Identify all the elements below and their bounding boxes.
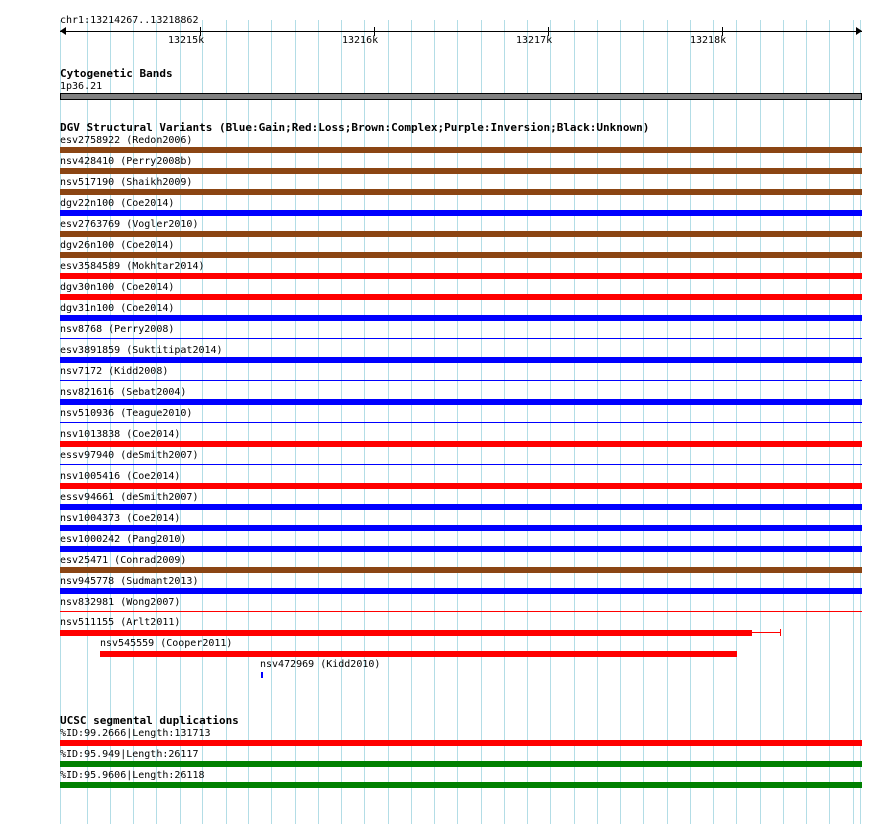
variant-label: nsv7172 (Kidd2008) xyxy=(60,366,169,377)
variant-bar[interactable] xyxy=(60,611,862,612)
variant-label: nsv821616 (Sebat2004) xyxy=(60,387,187,398)
ruler-tick-label: 13217k xyxy=(516,35,553,46)
variant-bar[interactable] xyxy=(60,504,862,510)
variant-label: nsv1005416 (Coe2014) xyxy=(60,471,181,482)
segdup-bar[interactable] xyxy=(60,740,862,746)
variant-bar[interactable] xyxy=(60,464,862,465)
variant-bar[interactable] xyxy=(60,231,862,237)
variant-label: dgv31n100 (Coe2014) xyxy=(60,303,175,314)
segdup-label: %ID:95.9606|Length:26118 xyxy=(60,770,205,781)
variant-label: dgv30n100 (Coe2014) xyxy=(60,282,175,293)
variant-label: esv1000242 (Pang2010) xyxy=(60,534,187,545)
segdup-track-title[interactable]: UCSC segmental duplications xyxy=(60,714,239,727)
variant-label: nsv8768 (Perry2008) xyxy=(60,324,175,335)
scroll-left-arrow-icon[interactable] xyxy=(60,27,66,35)
variant-bar[interactable] xyxy=(60,546,862,552)
ruler-axis[interactable] xyxy=(60,31,862,32)
variant-bar[interactable] xyxy=(60,294,862,300)
variant-label: nsv472969 (Kidd2010) xyxy=(260,659,381,670)
variant-bar[interactable] xyxy=(60,588,862,594)
variant-bar[interactable] xyxy=(60,210,862,216)
variant-bar[interactable] xyxy=(60,315,862,321)
ruler-tick-label: 13216k xyxy=(342,35,379,46)
variant-bar[interactable] xyxy=(60,399,862,405)
variant-label: essv97940 (deSmith2007) xyxy=(60,450,199,461)
cytoband-bar[interactable] xyxy=(60,93,862,100)
variant-label: essv94661 (deSmith2007) xyxy=(60,492,199,503)
variant-bar[interactable] xyxy=(60,357,862,363)
variant-bar[interactable] xyxy=(60,525,862,531)
cytoband-label: 1p36.21 xyxy=(60,81,103,92)
variant-label: nsv517190 (Shaikh2009) xyxy=(60,177,193,188)
segdup-bar[interactable] xyxy=(60,761,862,767)
variant-bar[interactable] xyxy=(60,252,862,258)
cytoband-track-title[interactable]: Cytogenetic Bands xyxy=(60,67,173,80)
variant-label: esv25471 (Conrad2009) xyxy=(60,555,187,566)
variant-bar[interactable] xyxy=(60,273,862,279)
variant-label: nsv545559 (Cooper2011) xyxy=(100,638,233,649)
variant-bar[interactable] xyxy=(60,630,752,636)
variant-label: esv2763769 (Vogler2010) xyxy=(60,219,199,230)
variant-bar[interactable] xyxy=(100,651,737,657)
ruler-range-label: chr1:13214267..13218862 xyxy=(60,15,199,26)
ruler-tick-label: 13218k xyxy=(690,35,727,46)
variant-label: esv2758922 (Redon2006) xyxy=(60,135,193,146)
variant-label: dgv22n100 (Coe2014) xyxy=(60,198,175,209)
variant-label: nsv945778 (Sudmant2013) xyxy=(60,576,199,587)
variant-bar[interactable] xyxy=(261,672,263,678)
ruler-tick-label: 13215k xyxy=(168,35,205,46)
variant-label: esv3584589 (Mokhtar2014) xyxy=(60,261,205,272)
variant-bar[interactable] xyxy=(60,147,862,153)
variant-extension-line xyxy=(752,632,780,633)
variant-bar[interactable] xyxy=(60,380,862,381)
segdup-label: %ID:99.2666|Length:131713 xyxy=(60,728,211,739)
variant-bar[interactable] xyxy=(60,422,862,423)
segdup-label: %ID:95.949|Length:26117 xyxy=(60,749,199,760)
variant-label: esv3891859 (Suktitipat2014) xyxy=(60,345,223,356)
variant-label: nsv511155 (Arlt2011) xyxy=(60,617,181,628)
variant-label: nsv510936 (Teague2010) xyxy=(60,408,193,419)
segdup-bar[interactable] xyxy=(60,782,862,788)
variant-bar[interactable] xyxy=(60,483,862,489)
variant-label: nsv1004373 (Coe2014) xyxy=(60,513,181,524)
variant-bar[interactable] xyxy=(60,168,862,174)
variant-bar[interactable] xyxy=(60,338,862,339)
variant-label: dgv26n100 (Coe2014) xyxy=(60,240,175,251)
variant-extension-cap xyxy=(780,629,781,636)
dgv-track-title[interactable]: DGV Structural Variants (Blue:Gain;Red:Loss;Brown:Complex;Purple:Inversion;Black:Unknown) xyxy=(60,121,650,134)
variant-bar[interactable] xyxy=(60,567,862,573)
variant-label: nsv428410 (Perry2008b) xyxy=(60,156,193,167)
variant-bar[interactable] xyxy=(60,189,862,195)
scroll-right-arrow-icon[interactable] xyxy=(856,27,862,35)
variant-label: nsv1013838 (Coe2014) xyxy=(60,429,181,440)
variant-bar[interactable] xyxy=(60,441,862,447)
variant-label: nsv832981 (Wong2007) xyxy=(60,597,181,608)
